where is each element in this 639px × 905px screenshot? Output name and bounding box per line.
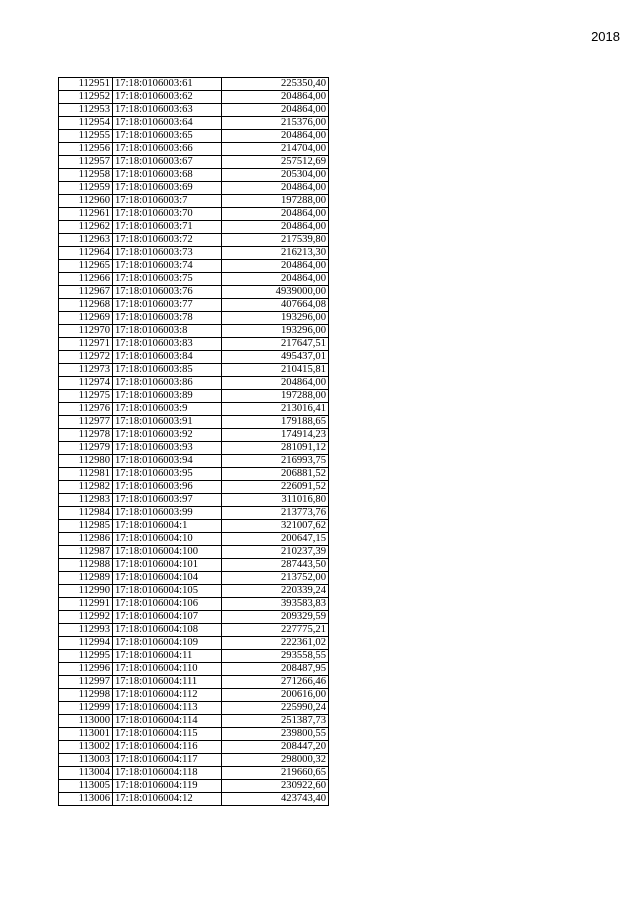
cadastral-number-cell: 17:18:0106004:109: [113, 637, 222, 650]
cadastral-number-cell: 17:18:0106003:9: [113, 403, 222, 416]
row-number-cell: 112996: [59, 663, 113, 676]
table-row: [59, 273, 329, 286]
row-number-cell: 112984: [59, 507, 113, 520]
table-row: [59, 702, 329, 715]
cadastral-value-cell: 213773,76: [222, 507, 329, 520]
row-number-cell: 113005: [59, 780, 113, 793]
row-number-cell: 112995: [59, 650, 113, 663]
table-row: [59, 169, 329, 182]
table-row: [59, 390, 329, 403]
cadastral-value-cell: 204864,00: [222, 273, 329, 286]
cadastral-value-cell: 215376,00: [222, 117, 329, 130]
table-row: [59, 325, 329, 338]
row-number-cell: 112983: [59, 494, 113, 507]
table-row: [59, 715, 329, 728]
row-number-cell: 112971: [59, 338, 113, 351]
cadastral-value-cell: 174914,23: [222, 429, 329, 442]
row-number-cell: 112992: [59, 611, 113, 624]
cadastral-number-cell: 17:18:0106003:69: [113, 182, 222, 195]
cadastral-value-cell: 226091,52: [222, 481, 329, 494]
table-row: [59, 637, 329, 650]
cadastral-number-cell: 17:18:0106003:75: [113, 273, 222, 286]
cadastral-number-cell: 17:18:0106003:86: [113, 377, 222, 390]
table-row: [59, 416, 329, 429]
table-body: [59, 78, 329, 806]
row-number-cell: 112955: [59, 130, 113, 143]
table-row: [59, 91, 329, 104]
cadastral-value-cell: 210237,39: [222, 546, 329, 559]
cadastral-value-cell: 204864,00: [222, 260, 329, 273]
cadastral-value-cell: 257512,69: [222, 156, 329, 169]
row-number-cell: 112981: [59, 468, 113, 481]
row-number-cell: 113002: [59, 741, 113, 754]
cadastral-value-cell: 393583,83: [222, 598, 329, 611]
cadastral-value-cell: 281091,12: [222, 442, 329, 455]
cadastral-value-cell: 179188,65: [222, 416, 329, 429]
table-row: [59, 442, 329, 455]
cadastral-number-cell: 17:18:0106003:64: [113, 117, 222, 130]
row-number-cell: 112956: [59, 143, 113, 156]
table-row: [59, 429, 329, 442]
row-number-cell: 112952: [59, 91, 113, 104]
table-row: [59, 78, 329, 91]
table-row: [59, 312, 329, 325]
table-row: [59, 104, 329, 117]
row-number-cell: 112999: [59, 702, 113, 715]
cadastral-number-cell: 17:18:0106004:10: [113, 533, 222, 546]
row-number-cell: 112954: [59, 117, 113, 130]
cadastral-value-cell: 208487,95: [222, 663, 329, 676]
table-row: [59, 533, 329, 546]
cadastral-number-cell: 17:18:0106003:73: [113, 247, 222, 260]
cadastral-value-cell: 208447,20: [222, 741, 329, 754]
row-number-cell: 112965: [59, 260, 113, 273]
cadastral-value-cell: 206881,52: [222, 468, 329, 481]
row-number-cell: 112963: [59, 234, 113, 247]
cadastral-number-cell: 17:18:0106003:76: [113, 286, 222, 299]
cadastral-value-cell: 251387,73: [222, 715, 329, 728]
table-row: [59, 780, 329, 793]
cadastral-value-cell: 200616,00: [222, 689, 329, 702]
cadastral-number-cell: 17:18:0106003:84: [113, 351, 222, 364]
row-number-cell: 112967: [59, 286, 113, 299]
cadastral-number-cell: 17:18:0106004:1: [113, 520, 222, 533]
cadastral-value-cell: 293558,55: [222, 650, 329, 663]
cadastral-number-cell: 17:18:0106003:67: [113, 156, 222, 169]
cadastral-value-cell: 423743,40: [222, 793, 329, 806]
cadastral-number-cell: 17:18:0106003:78: [113, 312, 222, 325]
cadastral-value-cell: 407664,08: [222, 299, 329, 312]
row-number-cell: 112966: [59, 273, 113, 286]
table-row: [59, 338, 329, 351]
cadastral-number-cell: 17:18:0106004:107: [113, 611, 222, 624]
cadastral-number-cell: 17:18:0106003:62: [113, 91, 222, 104]
cadastral-number-cell: 17:18:0106003:83: [113, 338, 222, 351]
cadastral-value-cell: 230922,60: [222, 780, 329, 793]
row-number-cell: 112960: [59, 195, 113, 208]
cadastral-number-cell: 17:18:0106004:106: [113, 598, 222, 611]
row-number-cell: 112997: [59, 676, 113, 689]
table-row: [59, 507, 329, 520]
cadastral-value-cell: 213752,00: [222, 572, 329, 585]
table-row: [59, 286, 329, 299]
table-row: [59, 221, 329, 234]
cadastral-value-cell: 197288,00: [222, 390, 329, 403]
table-row: [59, 351, 329, 364]
row-number-cell: 112974: [59, 377, 113, 390]
cadastral-number-cell: 17:18:0106004:113: [113, 702, 222, 715]
row-number-cell: 112964: [59, 247, 113, 260]
cadastral-value-cell: 197288,00: [222, 195, 329, 208]
cadastral-value-cell: 216993,75: [222, 455, 329, 468]
cadastral-number-cell: 17:18:0106003:97: [113, 494, 222, 507]
cadastral-value-cell: 193296,00: [222, 312, 329, 325]
cadastral-number-cell: 17:18:0106004:112: [113, 689, 222, 702]
cadastral-number-cell: 17:18:0106003:74: [113, 260, 222, 273]
cadastral-number-cell: 17:18:0106004:117: [113, 754, 222, 767]
row-number-cell: 112979: [59, 442, 113, 455]
cadastral-number-cell: 17:18:0106004:114: [113, 715, 222, 728]
cadastral-value-cell: 210415,81: [222, 364, 329, 377]
cadastral-value-cell: 213016,41: [222, 403, 329, 416]
row-number-cell: 112976: [59, 403, 113, 416]
cadastral-number-cell: 17:18:0106003:7: [113, 195, 222, 208]
row-number-cell: 113000: [59, 715, 113, 728]
table-row: [59, 624, 329, 637]
table-row: [59, 156, 329, 169]
table-row: [59, 403, 329, 416]
table-row: [59, 650, 329, 663]
row-number-cell: 112957: [59, 156, 113, 169]
table-row: [59, 559, 329, 572]
row-number-cell: 112951: [59, 78, 113, 91]
cadastral-number-cell: 17:18:0106003:71: [113, 221, 222, 234]
table-row: [59, 598, 329, 611]
table-row: [59, 182, 329, 195]
cadastral-number-cell: 17:18:0106003:66: [113, 143, 222, 156]
row-number-cell: 112982: [59, 481, 113, 494]
cadastral-number-cell: 17:18:0106003:93: [113, 442, 222, 455]
cadastral-value-cell: 200647,15: [222, 533, 329, 546]
cadastral-number-cell: 17:18:0106004:12: [113, 793, 222, 806]
cadastral-value-cell: 217647,51: [222, 338, 329, 351]
cadastral-number-cell: 17:18:0106004:111: [113, 676, 222, 689]
table-row: [59, 754, 329, 767]
cadastral-number-cell: 17:18:0106003:96: [113, 481, 222, 494]
table-row: [59, 728, 329, 741]
table-row: [59, 377, 329, 390]
cadastral-number-cell: 17:18:0106003:99: [113, 507, 222, 520]
row-number-cell: 112985: [59, 520, 113, 533]
cadastral-value-cell: 205304,00: [222, 169, 329, 182]
row-number-cell: 112978: [59, 429, 113, 442]
cadastral-number-cell: 17:18:0106003:8: [113, 325, 222, 338]
cadastral-value-cell: 239800,55: [222, 728, 329, 741]
cadastral-number-cell: 17:18:0106003:77: [113, 299, 222, 312]
cadastral-number-cell: 17:18:0106004:101: [113, 559, 222, 572]
cadastral-number-cell: 17:18:0106004:115: [113, 728, 222, 741]
cadastral-value-cell: 204864,00: [222, 104, 329, 117]
cadastral-number-cell: 17:18:0106003:91: [113, 416, 222, 429]
cadastral-value-cell: 219660,65: [222, 767, 329, 780]
cadastral-value-cell: 225990,24: [222, 702, 329, 715]
cadastral-value-cell: 214704,00: [222, 143, 329, 156]
cadastral-number-cell: 17:18:0106003:70: [113, 208, 222, 221]
cadastral-number-cell: 17:18:0106003:63: [113, 104, 222, 117]
table-row: [59, 572, 329, 585]
cadastral-value-cell: 298000,32: [222, 754, 329, 767]
cadastral-value-cell: 193296,00: [222, 325, 329, 338]
row-number-cell: 112968: [59, 299, 113, 312]
cadastral-value-cell: 217539,80: [222, 234, 329, 247]
cadastral-value-cell: 4939000,00: [222, 286, 329, 299]
page-number: 2018: [591, 29, 620, 44]
table-row: [59, 299, 329, 312]
table-row: [59, 208, 329, 221]
row-number-cell: 112986: [59, 533, 113, 546]
cadastral-number-cell: 17:18:0106004:116: [113, 741, 222, 754]
cadastral-value-cell: 216213,30: [222, 247, 329, 260]
table-row: [59, 234, 329, 247]
row-number-cell: 112962: [59, 221, 113, 234]
cadastral-value-cell: 227775,21: [222, 624, 329, 637]
row-number-cell: 113006: [59, 793, 113, 806]
table-row: [59, 585, 329, 598]
table-row: [59, 663, 329, 676]
table-row: [59, 676, 329, 689]
table-row: [59, 611, 329, 624]
cadastral-number-cell: 17:18:0106004:108: [113, 624, 222, 637]
cadastral-value-cell: 220339,24: [222, 585, 329, 598]
row-number-cell: 112987: [59, 546, 113, 559]
row-number-cell: 112969: [59, 312, 113, 325]
cadastral-value-cell: 495437,01: [222, 351, 329, 364]
cadastral-number-cell: 17:18:0106003:72: [113, 234, 222, 247]
cadastral-number-cell: 17:18:0106003:92: [113, 429, 222, 442]
cadastral-number-cell: 17:18:0106003:89: [113, 390, 222, 403]
cadastral-number-cell: 17:18:0106004:118: [113, 767, 222, 780]
cadastral-value-cell: 204864,00: [222, 208, 329, 221]
row-number-cell: 113004: [59, 767, 113, 780]
cadastral-number-cell: 17:18:0106003:94: [113, 455, 222, 468]
row-number-cell: 112991: [59, 598, 113, 611]
row-number-cell: 112998: [59, 689, 113, 702]
cadastral-number-cell: 17:18:0106003:61: [113, 78, 222, 91]
cadastral-number-cell: 17:18:0106003:85: [113, 364, 222, 377]
cadastral-value-table: [58, 77, 329, 806]
cadastral-value-cell: 209329,59: [222, 611, 329, 624]
table-row: [59, 741, 329, 754]
table-row: [59, 689, 329, 702]
cadastral-number-cell: 17:18:0106004:110: [113, 663, 222, 676]
cadastral-value-cell: 204864,00: [222, 377, 329, 390]
cadastral-value-cell: 204864,00: [222, 182, 329, 195]
row-number-cell: 112975: [59, 390, 113, 403]
cadastral-value-cell: 222361,02: [222, 637, 329, 650]
row-number-cell: 112959: [59, 182, 113, 195]
cadastral-value-cell: 204864,00: [222, 91, 329, 104]
row-number-cell: 113003: [59, 754, 113, 767]
table-row: [59, 481, 329, 494]
cadastral-number-cell: 17:18:0106004:104: [113, 572, 222, 585]
row-number-cell: 112953: [59, 104, 113, 117]
row-number-cell: 112990: [59, 585, 113, 598]
table-row: [59, 130, 329, 143]
table-row: [59, 364, 329, 377]
row-number-cell: 112977: [59, 416, 113, 429]
cadastral-value-cell: 225350,40: [222, 78, 329, 91]
table-row: [59, 468, 329, 481]
table-row: [59, 546, 329, 559]
cadastral-number-cell: 17:18:0106003:65: [113, 130, 222, 143]
cadastral-number-cell: 17:18:0106004:100: [113, 546, 222, 559]
cadastral-number-cell: 17:18:0106004:119: [113, 780, 222, 793]
cadastral-value-cell: 287443,50: [222, 559, 329, 572]
cadastral-value-cell: 321007,62: [222, 520, 329, 533]
row-number-cell: 112972: [59, 351, 113, 364]
cadastral-number-cell: 17:18:0106003:95: [113, 468, 222, 481]
table-row: [59, 143, 329, 156]
cadastral-value-cell: 311016,80: [222, 494, 329, 507]
row-number-cell: 112961: [59, 208, 113, 221]
cadastral-value-cell: 204864,00: [222, 221, 329, 234]
cadastral-number-cell: 17:18:0106004:11: [113, 650, 222, 663]
row-number-cell: 112973: [59, 364, 113, 377]
table-row: [59, 767, 329, 780]
table-row: [59, 195, 329, 208]
table-row: [59, 520, 329, 533]
row-number-cell: 112988: [59, 559, 113, 572]
row-number-cell: 113001: [59, 728, 113, 741]
row-number-cell: 112980: [59, 455, 113, 468]
row-number-cell: 112958: [59, 169, 113, 182]
cadastral-value-cell: 271266,46: [222, 676, 329, 689]
row-number-cell: 112989: [59, 572, 113, 585]
table-row: [59, 260, 329, 273]
cadastral-value-cell: 204864,00: [222, 130, 329, 143]
table-row: [59, 455, 329, 468]
table-row: [59, 117, 329, 130]
cadastral-number-cell: 17:18:0106004:105: [113, 585, 222, 598]
row-number-cell: 112993: [59, 624, 113, 637]
table-row: [59, 247, 329, 260]
table-row: [59, 793, 329, 806]
row-number-cell: 112994: [59, 637, 113, 650]
cadastral-number-cell: 17:18:0106003:68: [113, 169, 222, 182]
table-row: [59, 494, 329, 507]
row-number-cell: 112970: [59, 325, 113, 338]
